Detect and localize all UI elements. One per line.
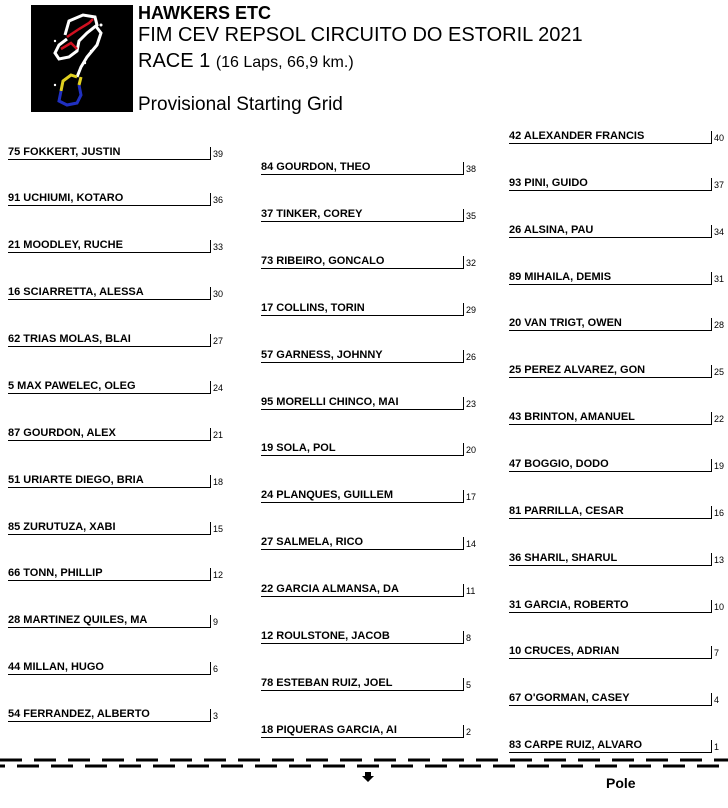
slot-marker (463, 209, 464, 222)
slot-marker (463, 303, 464, 316)
rider-name: 54 FERRANDEZ, ALBERTO (8, 709, 210, 722)
grid-position: 30 (213, 289, 224, 299)
slot-marker (210, 475, 211, 488)
grid-position: 22 (714, 414, 725, 424)
slot-marker (711, 506, 712, 519)
grid-position: 1 (714, 742, 720, 752)
rider-name: 28 MARTINEZ QUILES, MA (8, 615, 210, 628)
slot-marker (210, 662, 211, 675)
grid-position: 9 (213, 617, 219, 627)
slot-marker (210, 334, 211, 347)
rider-name: 95 MORELLI CHINCO, MAI (261, 397, 463, 410)
grid-position: 6 (213, 664, 219, 674)
grid-position: 13 (714, 555, 725, 565)
grid-position: 7 (714, 648, 720, 658)
slot-marker (711, 412, 712, 425)
grid-position: 18 (213, 477, 224, 487)
slot-marker (210, 240, 211, 253)
slot-marker (711, 600, 712, 613)
race-label: RACE 1 (138, 50, 211, 72)
rider-name: 24 PLANQUES, GUILLEM (261, 490, 463, 503)
slot-marker (210, 381, 211, 394)
slot-marker (210, 193, 211, 206)
grid-position: 2 (466, 727, 472, 737)
race-line (138, 51, 354, 71)
grid-position: 15 (213, 524, 224, 534)
grid-position: 17 (466, 492, 477, 502)
slot-marker (463, 584, 464, 597)
grid-position: 32 (466, 258, 477, 268)
grid-position: 19 (714, 461, 725, 471)
grid-position: 31 (714, 274, 725, 284)
rider-name: 19 SOLA, POL (261, 443, 463, 456)
slot-marker (210, 147, 211, 160)
pole-label: Pole (606, 775, 636, 791)
slot-marker (711, 646, 712, 659)
rider-name: 73 RIBEIRO, GONCALO (261, 256, 463, 269)
slot-marker (711, 693, 712, 706)
slot-marker (711, 318, 712, 331)
slot-marker (463, 162, 464, 175)
grid-position: 24 (213, 383, 224, 393)
grid-position: 10 (714, 602, 725, 612)
grid-position: 23 (466, 399, 477, 409)
slot-marker (711, 553, 712, 566)
rider-name: 93 PINI, GUIDO (509, 178, 711, 191)
rider-name: 78 ESTEBAN RUIZ, JOEL (261, 678, 463, 691)
rider-name: 27 SALMELA, RICO (261, 537, 463, 550)
slot-marker (463, 725, 464, 738)
rider-name: 85 ZURUTUZA, XABI (8, 522, 210, 535)
slot-marker (463, 443, 464, 456)
race-details: (16 Laps, 66,9 km.) (215, 54, 354, 71)
slot-marker (711, 225, 712, 238)
slot-marker (711, 459, 712, 472)
grid-position: 14 (466, 539, 477, 549)
arrow-down-icon (362, 772, 374, 782)
grid-position: 34 (714, 227, 725, 237)
rider-name: 25 PEREZ ALVAREZ, GON (509, 365, 711, 378)
team-name: HAWKERS ETC (138, 3, 272, 23)
slot-marker (210, 709, 211, 722)
grid-position: 29 (466, 305, 477, 315)
grid-position: 33 (213, 242, 224, 252)
track-map-logo (31, 5, 133, 112)
slot-marker (711, 178, 712, 191)
grid-position: 35 (466, 211, 477, 221)
rider-name: 91 UCHIUMI, KOTARO (8, 193, 210, 206)
rider-name: 36 SHARIL, SHARUL (509, 553, 711, 566)
rider-name: 42 ALEXANDER FRANCIS (509, 131, 711, 144)
rider-name: 83 CARPE RUIZ, ALVARO (509, 740, 711, 753)
rider-name: 89 MIHAILA, DEMIS (509, 272, 711, 285)
grid-position: 16 (714, 508, 725, 518)
grid-position: 21 (213, 430, 224, 440)
grid-position: 5 (466, 680, 472, 690)
grid-position: 8 (466, 633, 472, 643)
grid-position: 3 (213, 711, 219, 721)
rider-name: 47 BOGGIO, DODO (509, 459, 711, 472)
rider-name: 81 PARRILLA, CESAR (509, 506, 711, 519)
grid-position: 40 (714, 133, 725, 143)
slot-marker (463, 537, 464, 550)
slot-marker (463, 397, 464, 410)
rider-name: 37 TINKER, COREY (261, 209, 463, 222)
grid-position: 36 (213, 195, 224, 205)
slot-marker (711, 740, 712, 753)
grid-position: 11 (466, 586, 476, 596)
rider-name: 26 ALSINA, PAU (509, 225, 711, 238)
rider-name: 21 MOODLEY, RUCHE (8, 240, 210, 253)
slot-marker (210, 568, 211, 581)
rider-name: 57 GARNESS, JOHNNY (261, 350, 463, 363)
rider-name: 16 SCIARRETTA, ALESSA (8, 287, 210, 300)
slot-marker (210, 615, 211, 628)
rider-name: 17 COLLINS, TORIN (261, 303, 463, 316)
grid-position: 12 (213, 570, 224, 580)
rider-name: 66 TONN, PHILLIP (8, 568, 210, 581)
rider-name: 44 MILLAN, HUGO (8, 662, 210, 675)
grid-position: 39 (213, 149, 224, 159)
grid-position: 25 (714, 367, 725, 377)
slot-marker (463, 631, 464, 644)
grid-position: 37 (714, 180, 725, 190)
slot-marker (463, 678, 464, 691)
slot-marker (210, 522, 211, 535)
slot-marker (711, 365, 712, 378)
grid-position: 26 (466, 352, 477, 362)
slot-marker (711, 131, 712, 144)
grid-position: 28 (714, 320, 725, 330)
rider-name: 84 GOURDON, THEO (261, 162, 463, 175)
slot-marker (463, 490, 464, 503)
slot-marker (463, 350, 464, 363)
slot-marker (210, 428, 211, 441)
rider-name: 75 FOKKERT, JUSTIN (8, 147, 210, 160)
slot-marker (210, 287, 211, 300)
rider-name: 20 VAN TRIGT, OWEN (509, 318, 711, 331)
rider-name: 67 O'GORMAN, CASEY (509, 693, 711, 706)
rider-name: 51 URIARTE DIEGO, BRIA (8, 475, 210, 488)
page-subtitle: Provisional Starting Grid (138, 94, 343, 115)
rider-name: 12 ROULSTONE, JACOB (261, 631, 463, 644)
rider-name: 43 BRINTON, AMANUEL (509, 412, 711, 425)
rider-name: 31 GARCIA, ROBERTO (509, 600, 711, 613)
grid-position: 27 (213, 336, 224, 346)
grid-position: 4 (714, 695, 720, 705)
grid-position: 20 (466, 445, 477, 455)
event-title: FIM CEV REPSOL CIRCUITO DO ESTORIL 2021 (138, 24, 583, 46)
start-finish-line (0, 757, 728, 771)
slot-marker (711, 272, 712, 285)
rider-name: 10 CRUCES, ADRIAN (509, 646, 711, 659)
slot-marker (463, 256, 464, 269)
rider-name: 87 GOURDON, ALEX (8, 428, 210, 441)
grid-position: 38 (466, 164, 477, 174)
rider-name: 62 TRIAS MOLAS, BLAI (8, 334, 210, 347)
rider-name: 18 PIQUERAS GARCIA, AI (261, 725, 463, 738)
rider-name: 22 GARCIA ALMANSA, DA (261, 584, 463, 597)
rider-name: 5 MAX PAWELEC, OLEG (8, 381, 210, 394)
